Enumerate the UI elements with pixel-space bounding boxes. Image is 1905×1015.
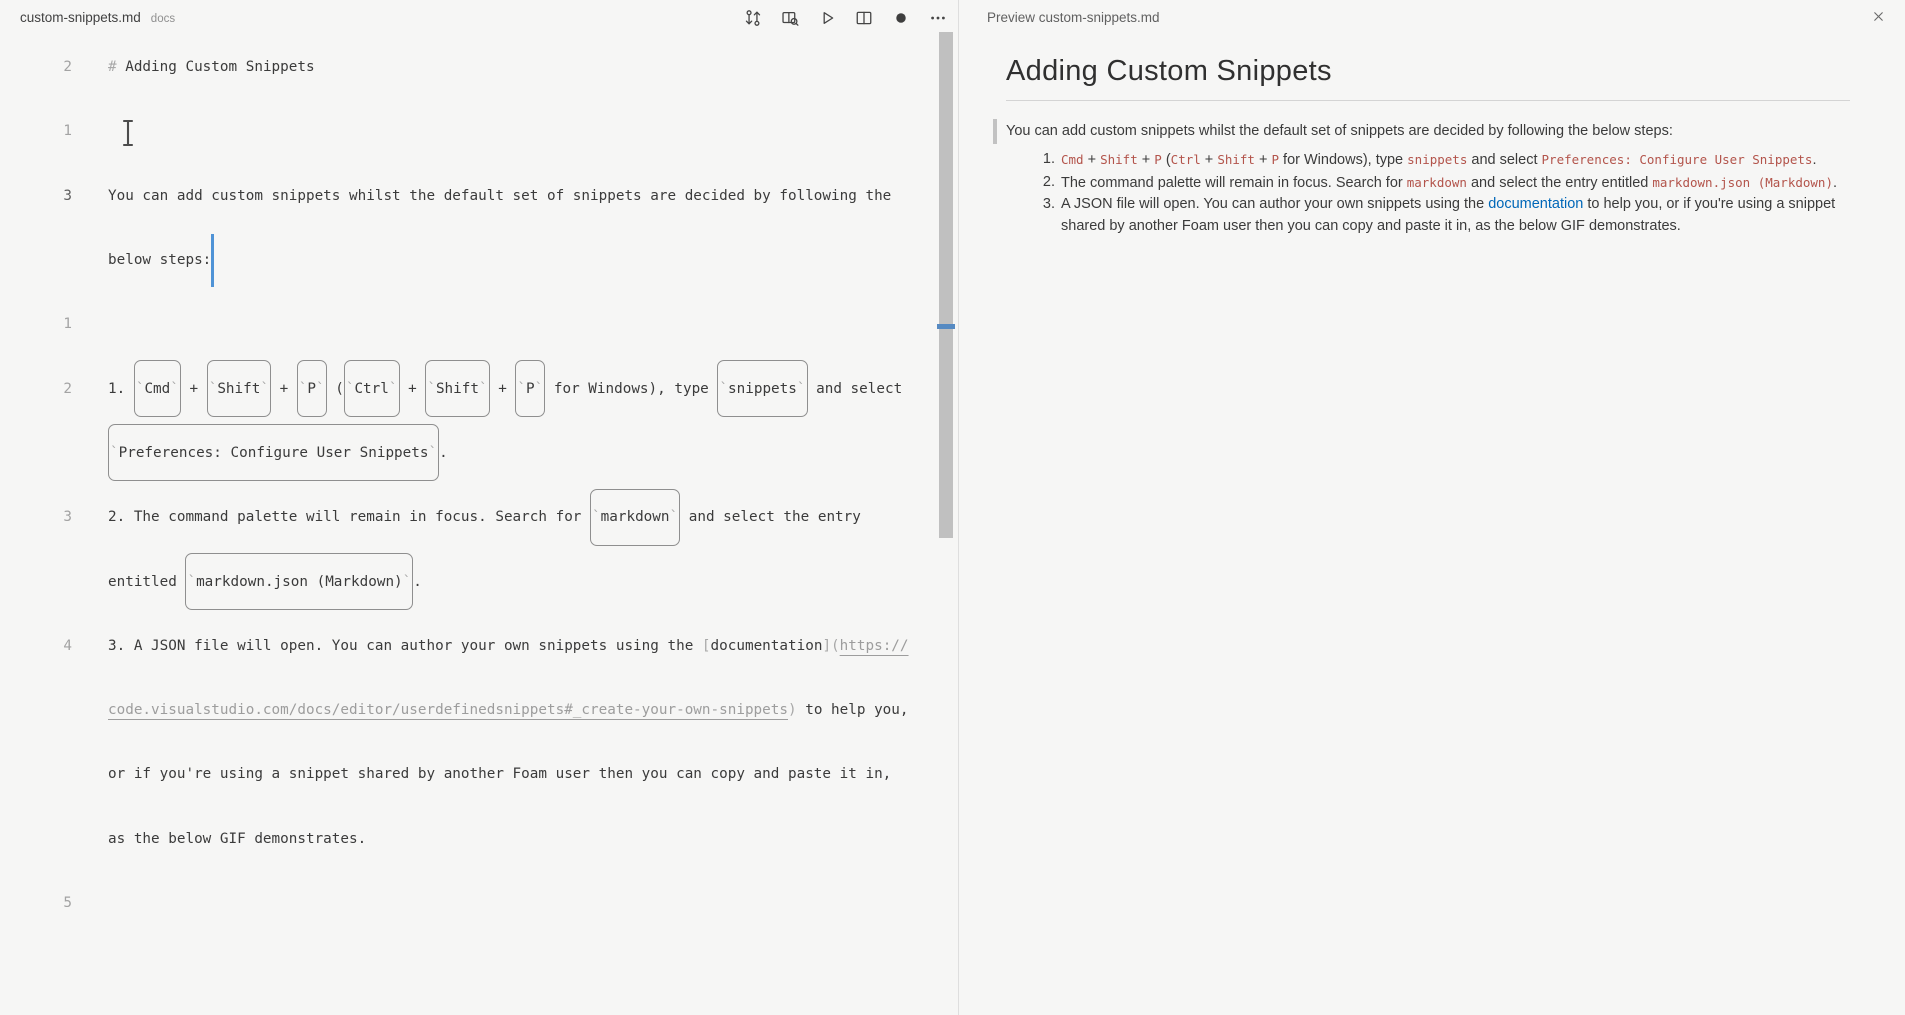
list-item: [1023, 172, 1850, 195]
editor-text: You can add custom snippets whilst the default set of snippets are decided by following the: [108, 187, 892, 204]
editor-scrollbar: [935, 0, 957, 1015]
line-content[interactable]: [72, 356, 902, 420]
tab-badge: docs: [150, 13, 176, 25]
split-editor-button[interactable]: [849, 4, 879, 31]
line-content[interactable]: [72, 228, 214, 292]
editor-tabbar: [0, 0, 957, 35]
preview-text: +: [1137, 152, 1155, 168]
line-content[interactable]: [72, 164, 891, 228]
inline-code: snippets: [1407, 152, 1468, 167]
inline-code-box: [134, 360, 181, 417]
editor-line: [0, 99, 935, 163]
editor-line: [0, 678, 935, 742]
line-content[interactable]: [72, 871, 108, 935]
editor-line: [0, 807, 935, 871]
editor-text: or if you're using a snippet shared by another Foam user then you can copy and paste it in,: [108, 766, 892, 783]
code-text: markdown: [600, 509, 670, 526]
documentation-link[interactable]: documentation: [1488, 196, 1584, 212]
editor-line: [0, 35, 935, 99]
close-icon: [1871, 9, 1886, 27]
preview-tab-label: Preview custom-snippets.md: [987, 10, 1160, 25]
editor-text: for Windows), type: [545, 380, 718, 397]
code-text: markdown.json (Markdown): [196, 573, 403, 590]
inline-code: Shift: [1100, 152, 1138, 167]
backtick: `: [428, 444, 438, 461]
line-number: 1: [63, 316, 72, 333]
backtick: `: [345, 380, 355, 397]
editor-text: 3. A JSON file will open. You can author your own snippets using the: [108, 637, 702, 654]
editor-text: Adding Custom Snippets: [125, 59, 315, 76]
run-button[interactable]: [812, 4, 842, 31]
preview-text: (: [1161, 152, 1171, 168]
preview-close-button[interactable]: [1865, 6, 1891, 30]
code-text: snippets: [728, 380, 797, 397]
editor-text: documentation: [710, 637, 823, 654]
line-content[interactable]: [72, 292, 108, 356]
line-number: 3: [63, 187, 72, 204]
inline-code-box: [297, 360, 327, 417]
line-number: 4: [63, 637, 72, 654]
list-item: [1023, 194, 1850, 237]
open-changes-button[interactable]: [738, 4, 768, 31]
backtick: `: [110, 444, 119, 461]
editor-line: [0, 228, 935, 292]
editor-text: +: [270, 380, 297, 397]
text-caret: [211, 234, 214, 287]
editor-text: +: [489, 380, 516, 397]
preview-content: [959, 35, 1905, 237]
line-number: 1: [63, 123, 72, 140]
scrollbar-cursor-marker: [937, 324, 955, 329]
backtick: `: [669, 509, 679, 526]
inline-code-box: [108, 424, 439, 481]
scrollbar-thumb[interactable]: [939, 32, 953, 538]
inline-code: Preferences: Configure User Snippets: [1541, 152, 1813, 167]
open-preview-button[interactable]: [775, 4, 805, 31]
editor-text: [: [701, 637, 711, 654]
inline-code-box: [207, 360, 271, 417]
editor-line: [0, 485, 935, 549]
preview-text: A JSON file will open. You can author your own snippets using the: [1061, 196, 1489, 212]
code-text: P: [307, 380, 317, 397]
split-editor-icon: [855, 9, 873, 27]
backtick: `: [427, 380, 436, 397]
inline-code-box: [425, 360, 489, 417]
link-url-text: code.visualstudio.com/docs/editor/userdefinedsnippets#_create-your-own-snippets: [108, 702, 788, 719]
editor-line: [0, 356, 935, 420]
backtick: `: [208, 380, 218, 397]
inline-code: markdown: [1406, 174, 1467, 190]
list-item: [1023, 149, 1850, 172]
preview-text: to help you, or if you're using a snippet shared by another Foam user then you can copy and paste it in, as the below GIF demonstrates.: [1061, 196, 1836, 234]
preview-text: The command palette will remain in focus. Search for: [1061, 174, 1407, 191]
line-content[interactable]: [72, 421, 448, 485]
editor-line: [0, 871, 935, 935]
preview-text: and select the entry entitled: [1466, 174, 1653, 191]
code-text: Shift: [217, 380, 261, 397]
list-item-text: [1061, 194, 1850, 237]
editor-text: entitled: [108, 573, 186, 590]
backtick: `: [316, 380, 325, 397]
line-number: 5: [63, 895, 72, 911]
editor-text: ](: [822, 637, 840, 654]
preview-text: +: [1083, 152, 1101, 168]
inline-code-box: [717, 360, 807, 417]
backtick: `: [517, 380, 527, 397]
code-text: Shift: [435, 380, 479, 397]
preview-active-line-marker: [993, 119, 997, 144]
inline-code: Ctrl: [1170, 152, 1201, 167]
preview-intro: You can add custom snippets whilst the default set of snippets are decided by following the below steps:: [1006, 123, 1673, 139]
preview-heading: Adding Custom Snippets: [1006, 55, 1850, 101]
open-preview-icon: [781, 9, 799, 27]
line-content[interactable]: [72, 99, 108, 163]
preview-text: .: [1812, 152, 1817, 168]
editor-text: ): [788, 702, 797, 719]
editor-text: +: [399, 380, 426, 397]
list-item-text: [1061, 172, 1837, 195]
backtick: `: [187, 573, 197, 590]
preview-pane: [958, 0, 1905, 1015]
run-icon: [818, 9, 836, 27]
inline-code: P: [1154, 152, 1162, 167]
mouse-cursor-ibeam: [120, 118, 136, 153]
editor-text: to help you,: [796, 702, 909, 719]
line-content[interactable]: [72, 485, 861, 549]
editor-line: [0, 164, 935, 228]
link-url-text: https://: [839, 637, 909, 654]
list-item-text: [1061, 149, 1817, 172]
preview-text: .: [1832, 174, 1838, 191]
inline-code: markdown.json (Markdown): [1652, 174, 1833, 190]
inline-code-box: [590, 489, 680, 546]
line-content[interactable]: [72, 742, 891, 806]
backtick: `: [298, 380, 308, 397]
preview-tabbar: [959, 0, 1905, 35]
line-content[interactable]: [72, 614, 909, 678]
backtick: `: [796, 380, 806, 397]
preview-text: and select: [1467, 152, 1542, 168]
editor-text: .: [439, 444, 448, 461]
backtick: `: [388, 380, 398, 397]
code-text: Preferences: Configure User Snippets: [118, 444, 429, 461]
editor-line: [0, 614, 935, 678]
editor-line: [0, 549, 935, 613]
line-number: 2: [63, 380, 72, 397]
editor-line: [0, 421, 935, 485]
editor-line: [0, 292, 935, 356]
code-text: Cmd: [144, 380, 171, 397]
tab-title: custom-snippets.md: [20, 10, 141, 25]
editor-text: and select: [807, 380, 903, 397]
backtick: `: [260, 380, 269, 397]
preview-text: +: [1200, 152, 1218, 168]
preview-text: for Windows), type: [1279, 152, 1408, 168]
editor-tab[interactable]: [20, 10, 175, 25]
inline-code-box: [515, 360, 545, 417]
line-content[interactable]: [72, 549, 422, 613]
backtick: `: [402, 573, 412, 590]
line-content[interactable]: [72, 678, 909, 742]
inline-code: Shift: [1217, 152, 1255, 167]
code-text: P: [526, 380, 535, 397]
modified-indicator-icon: [886, 4, 916, 31]
line-content[interactable]: [72, 35, 315, 99]
code-text: Ctrl: [354, 380, 389, 397]
editor-text: below steps:: [108, 252, 212, 269]
inline-code-box: [185, 553, 413, 610]
backtick: `: [719, 380, 729, 397]
editor-text: +: [180, 380, 207, 397]
editor-text: .: [413, 573, 422, 590]
editor-text: 2. The command palette will remain in focus. Search for: [108, 509, 591, 526]
editor-text: as the below GIF demonstrates.: [108, 830, 367, 847]
inline-code: Cmd: [1061, 152, 1084, 167]
list-number: 1.: [1042, 151, 1055, 167]
open-changes-icon: [744, 9, 762, 27]
backtick: `: [592, 509, 601, 526]
line-content[interactable]: [72, 807, 366, 871]
backtick: `: [135, 380, 145, 397]
line-number: 2: [63, 59, 72, 76]
editor-toolbar: [738, 4, 957, 31]
inline-code: P: [1271, 152, 1280, 167]
editor-text: and select the entry: [680, 509, 861, 526]
list-number: 2.: [1042, 173, 1055, 190]
editor-text: (: [326, 380, 344, 397]
editor-text: 1.: [108, 380, 134, 397]
backtick: `: [170, 380, 179, 397]
editor-lines: [0, 35, 935, 1015]
backtick: `: [478, 380, 488, 397]
preview-text: +: [1254, 152, 1272, 168]
list-number: 3.: [1042, 196, 1055, 212]
preview-list: [1023, 149, 1850, 237]
backtick: `: [534, 380, 544, 397]
line-number: 3: [63, 509, 72, 526]
editor-text: #: [108, 59, 126, 76]
editor-line: [0, 742, 935, 806]
inline-code-box: [344, 360, 400, 417]
